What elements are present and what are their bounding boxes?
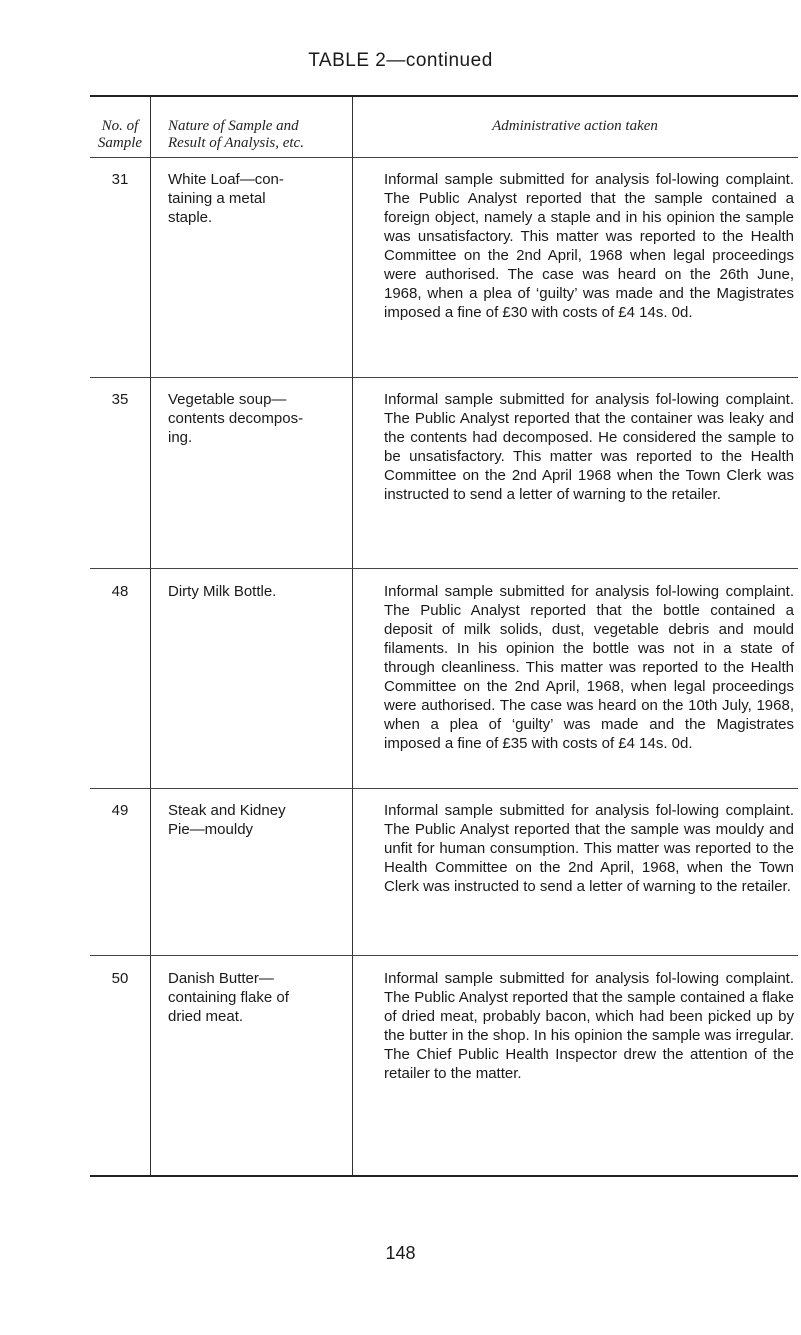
row-divider xyxy=(90,788,798,789)
table-top-rule xyxy=(90,95,798,97)
administrative-action: Informal sample submitted for analysis fol-lowing complaint. The Public Analyst reported that the sample contained a flake of dried meat, probably bacon, which had been picked up by the butter in the shop. In his opinion the sample was irregular. The Chief Public Health Inspector drew the attention of the retailer to the matter. xyxy=(384,970,794,1082)
header-administrative-action: Administrative action taken xyxy=(492,118,658,134)
table-bottom-rule xyxy=(90,1175,798,1177)
sample-number: 31 xyxy=(111,171,129,188)
sample-nature: Vegetable soup— contents decompos- ing. xyxy=(168,391,304,446)
row-divider xyxy=(90,955,798,956)
table xyxy=(90,95,798,1177)
page-number: 148 xyxy=(385,1243,416,1263)
row-divider xyxy=(90,568,798,569)
administrative-action: Informal sample submitted for analysis fol-lowing complaint. The Public Analyst reported that the sample was mouldy and unfit for human consumption. This matter was reported to the Health Committee on the 2nd April, 1968, when the Town Clerk was instructed to send a letter of warning to the retailer. xyxy=(384,802,794,895)
sample-number: 35 xyxy=(111,391,129,408)
sample-nature: Dirty Milk Bottle. xyxy=(168,583,277,600)
table-title: TABLE 2—continued xyxy=(308,50,493,71)
administrative-action: Informal sample submitted for analysis fol-lowing complaint. The Public Analyst reported that the sample contained a foreign object, namely a staple and in his opinion the sample was unsatisfactory. This matter was reported to the Health Committee on the 2nd April, 1968 when legal proceedings were authorised. The case was heard on the 26th June, 1968, when a plea of ‘guilty’ was made and the Magistrates imposed a fine of £30 with costs of £4 14s. 0d. xyxy=(384,171,794,321)
sample-number: 50 xyxy=(111,970,129,987)
header-nature-of-sample: Nature of Sample and Result of Analysis, etc. xyxy=(168,118,304,151)
sample-nature: White Loaf—con- taining a metal staple. xyxy=(168,171,284,226)
sample-nature: Steak and Kidney Pie—mouldy xyxy=(168,802,286,838)
header-divider xyxy=(90,157,798,158)
administrative-action: Informal sample submitted for analysis fol-lowing complaint. The Public Analyst reported that the bottle contained a deposit of milk solids, dust, vegetable debris and mould filaments. In his opinion the bottle was not in a state of through cleanliness. This matter was reported to the Health Committee on the 2nd April, 1968, when legal proceedings were authorised. The case was heard on the 10th July, 1968, when a plea of ‘guilty’ was made and the Magistrates imposed a fine of £35 with costs of £4 14s. 0d. xyxy=(384,583,794,752)
administrative-action: Informal sample submitted for analysis fol-lowing complaint. The Public Analyst reported that the container was leaky and the contents had decomposed. He considered the sample to be unsatisfactory. This matter was reported to the Health Committee on the 2nd April 1968 when the Town Clerk was instructed to send a letter of warning to the retailer. xyxy=(384,391,794,503)
sample-number: 49 xyxy=(111,802,129,819)
sample-nature: Danish Butter— containing flake of dried meat. xyxy=(168,970,289,1025)
column-divider xyxy=(352,97,353,1175)
row-divider xyxy=(90,377,798,378)
header-sample-number: No. of Sample xyxy=(97,118,143,151)
column-divider xyxy=(150,97,151,1175)
sample-number: 48 xyxy=(111,583,129,600)
